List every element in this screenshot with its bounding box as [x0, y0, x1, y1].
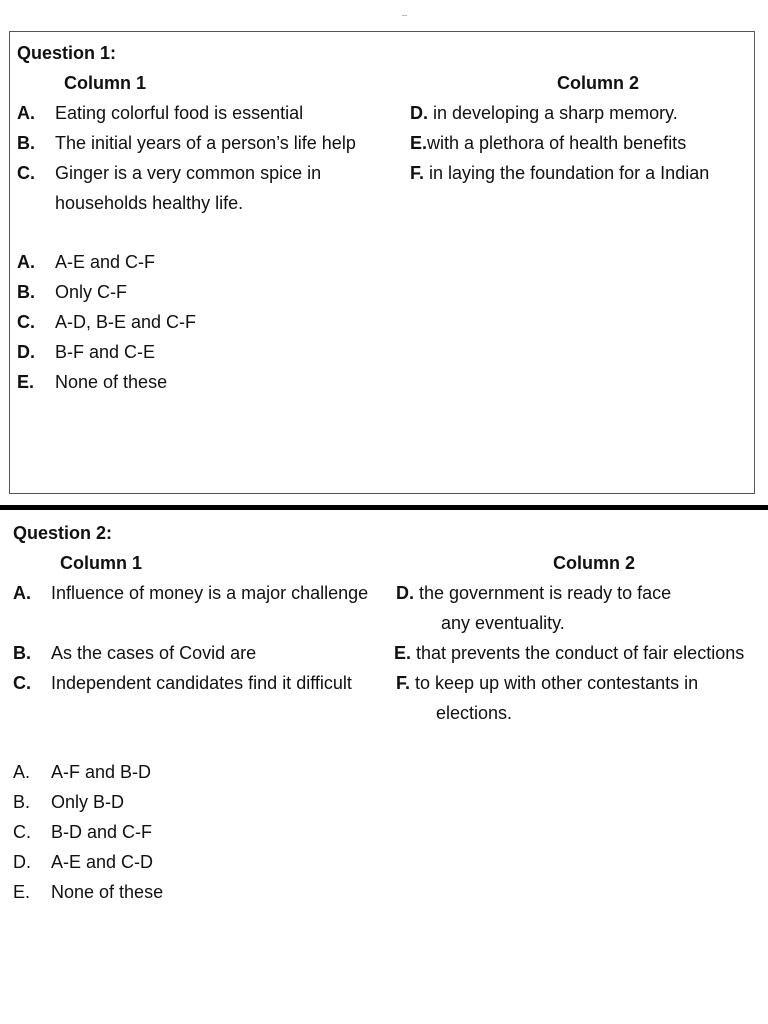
q1-col2-item — [410, 132, 686, 154]
q2-option-text: A-E and C-D — [51, 852, 154, 872]
q2-col1-text: Influence of money is a major challenge — [51, 583, 369, 603]
q1-option-letter: C. — [17, 312, 35, 332]
q2-option-letter: D. — [13, 852, 31, 872]
q1-option-letter: E. — [17, 372, 35, 392]
q2-option-letter: E. — [13, 882, 31, 902]
q2-option-text: A-F and B-D — [51, 762, 152, 782]
q2-col1-text: Independent candidates find it difficult — [51, 673, 352, 693]
q1-col2-letter: E. — [410, 133, 428, 153]
q2-col2-text-continuation: any eventuality. — [441, 613, 565, 633]
q1-option-text: None of these — [55, 372, 168, 392]
q2-col2-text-continuation: elections. — [436, 703, 513, 723]
q1-col1-letter: C. — [17, 163, 35, 183]
q2-option-text: None of these — [51, 882, 164, 902]
q1-column-2-header: Column 2 — [557, 73, 640, 93]
q2-col2-letter: E. — [394, 643, 412, 663]
q2-option-text: Only B-D — [51, 792, 125, 812]
q1-col2-text: in laying the foundation for a Indian — [424, 163, 710, 183]
q2-col1-letter: B. — [13, 643, 31, 663]
q1-col1-letter: A. — [17, 103, 35, 123]
q2-option-letter: B. — [13, 792, 31, 812]
q1-option-text: A-E and C-F — [55, 252, 156, 272]
q1-option-text: Only C-F — [55, 282, 127, 302]
q1-col2-item — [410, 162, 709, 184]
q1-option-letter: D. — [17, 342, 35, 362]
q2-column-1-header: Column 1 — [60, 553, 143, 573]
q2-col2-item — [396, 672, 698, 694]
scan-mark — [402, 15, 407, 16]
q2-col2-item — [394, 642, 744, 664]
q1-col1-text: Eating colorful food is essential — [55, 103, 304, 123]
q1-column-1-header: Column 1 — [64, 73, 147, 93]
q1-col1-letter: B. — [17, 133, 35, 153]
q1-option-text: A-D, B-E and C-F — [55, 312, 197, 332]
q1-col2-text: with a plethora of health benefits — [427, 133, 687, 153]
q1-col1-text: The initial years of a person’s life help — [55, 133, 356, 153]
q2-col2-item — [396, 582, 671, 604]
q2-col2-letter: D. — [396, 583, 414, 603]
question-2-title: Question 2: — [13, 523, 113, 543]
question-1-title: Question 1: — [17, 43, 117, 63]
q1-option-text: B-F and C-E — [55, 342, 156, 362]
q2-option-text: B-D and C-F — [51, 822, 153, 842]
q2-col1-letter: A. — [13, 583, 31, 603]
q2-col1-text: As the cases of Covid are — [51, 643, 257, 663]
q1-col2-item — [410, 102, 678, 124]
q1-option-letter: A. — [17, 252, 35, 272]
q2-col1-letter: C. — [13, 673, 31, 693]
q1-col1-text-continuation: households healthy life. — [55, 193, 244, 213]
q2-option-letter: C. — [13, 822, 31, 842]
q2-col2-text: to keep up with other contestants in — [410, 673, 699, 693]
q1-col2-letter: F. — [410, 163, 425, 183]
q2-col2-letter: F. — [396, 673, 411, 693]
q1-col2-letter: D. — [410, 103, 428, 123]
q2-column-2-header: Column 2 — [553, 553, 636, 573]
q1-option-letter: B. — [17, 282, 35, 302]
section-divider — [0, 505, 768, 510]
q2-col2-text: the government is ready to face — [414, 583, 672, 603]
q2-option-letter: A. — [13, 762, 31, 782]
q1-col1-text: Ginger is a very common spice in — [55, 163, 322, 183]
q2-col2-text: that prevents the conduct of fair elections — [411, 643, 745, 663]
q1-col2-text: in developing a sharp memory. — [428, 103, 678, 123]
